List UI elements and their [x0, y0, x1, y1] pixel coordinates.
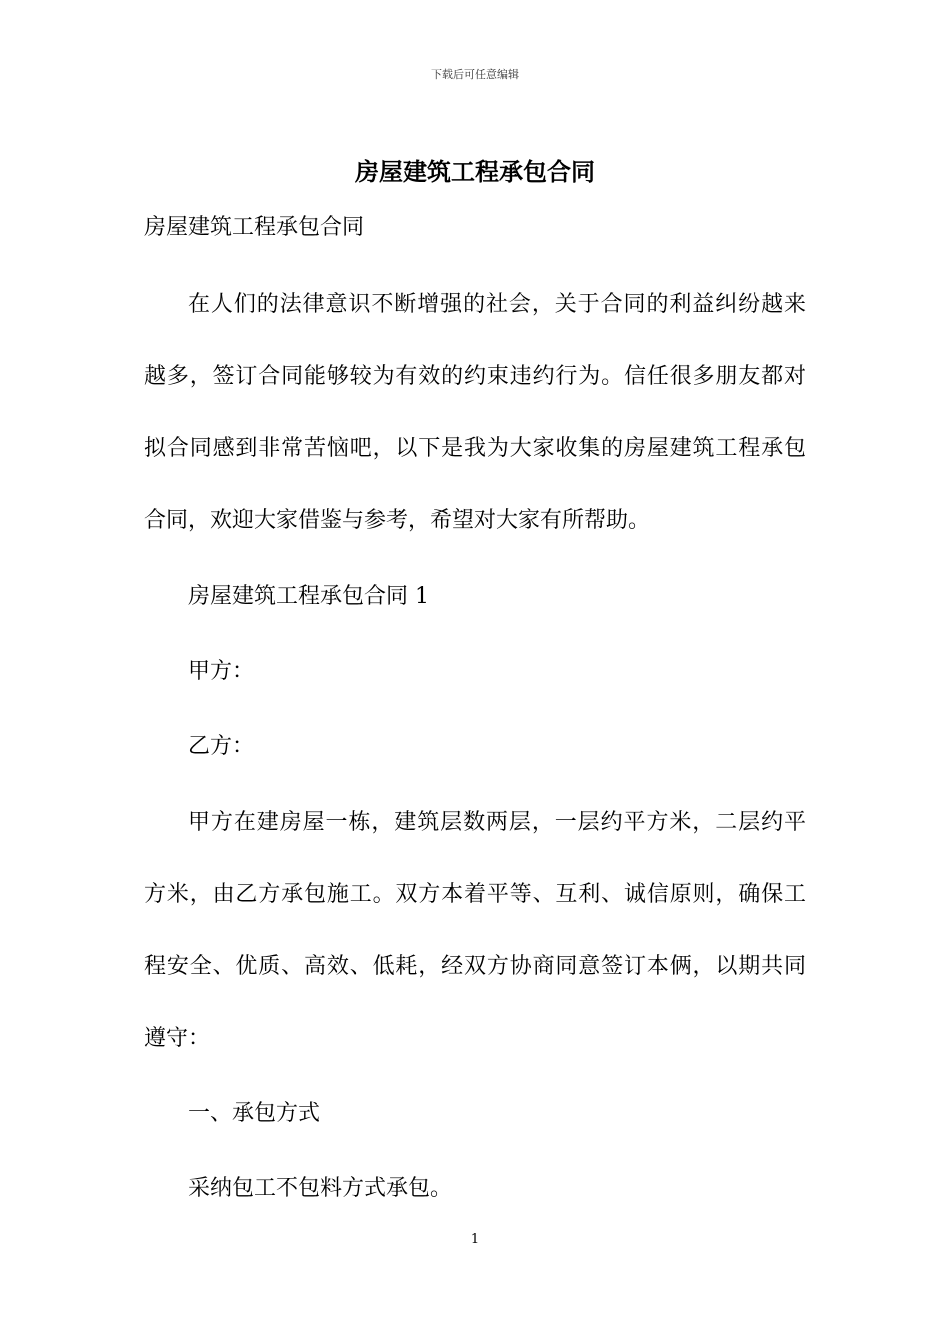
party-b-label: 乙方：: [188, 734, 255, 759]
document-title: 房屋建筑工程承包合同: [355, 157, 595, 186]
intro-line-4: 合同，欢迎大家借鉴与参考，希望对大家有所帮助。: [144, 508, 651, 533]
page-number: 1: [470, 1232, 480, 1247]
contract-heading: 房屋建筑工程承包合同 1: [188, 584, 429, 609]
body-line-3: 程安全、优质、高效、低耗，经双方协商同意签订本俩，以期共同: [144, 954, 806, 979]
party-a-label: 甲方：: [188, 659, 255, 684]
intro-line-3: 拟合同感到非常苦恼吧，以下是我为大家收集的房屋建筑工程承包: [144, 436, 806, 461]
section-heading-1: 一、承包方式: [188, 1101, 321, 1126]
body-line-1: 甲方在建房屋一栋，建筑层数两层，一层约平方米，二层约平: [188, 810, 806, 835]
document-subtitle: 房屋建筑工程承包合同: [144, 215, 365, 240]
intro-line-2: 越多，签订合同能够较为有效的约束违约行为。信任很多朋友都对: [144, 364, 806, 389]
body-line-2: 方米，由乙方承包施工。双方本着平等、互利、诚信原则，确保工: [144, 882, 806, 907]
body-line-4: 遵守：: [144, 1026, 211, 1051]
section-text-1: 采纳包工不包料方式承包。: [188, 1176, 453, 1201]
header-note: 下载后可任意编辑: [431, 68, 519, 81]
intro-line-1: 在人们的法律意识不断增强的社会，关于合同的利益纠纷越来: [188, 292, 806, 317]
